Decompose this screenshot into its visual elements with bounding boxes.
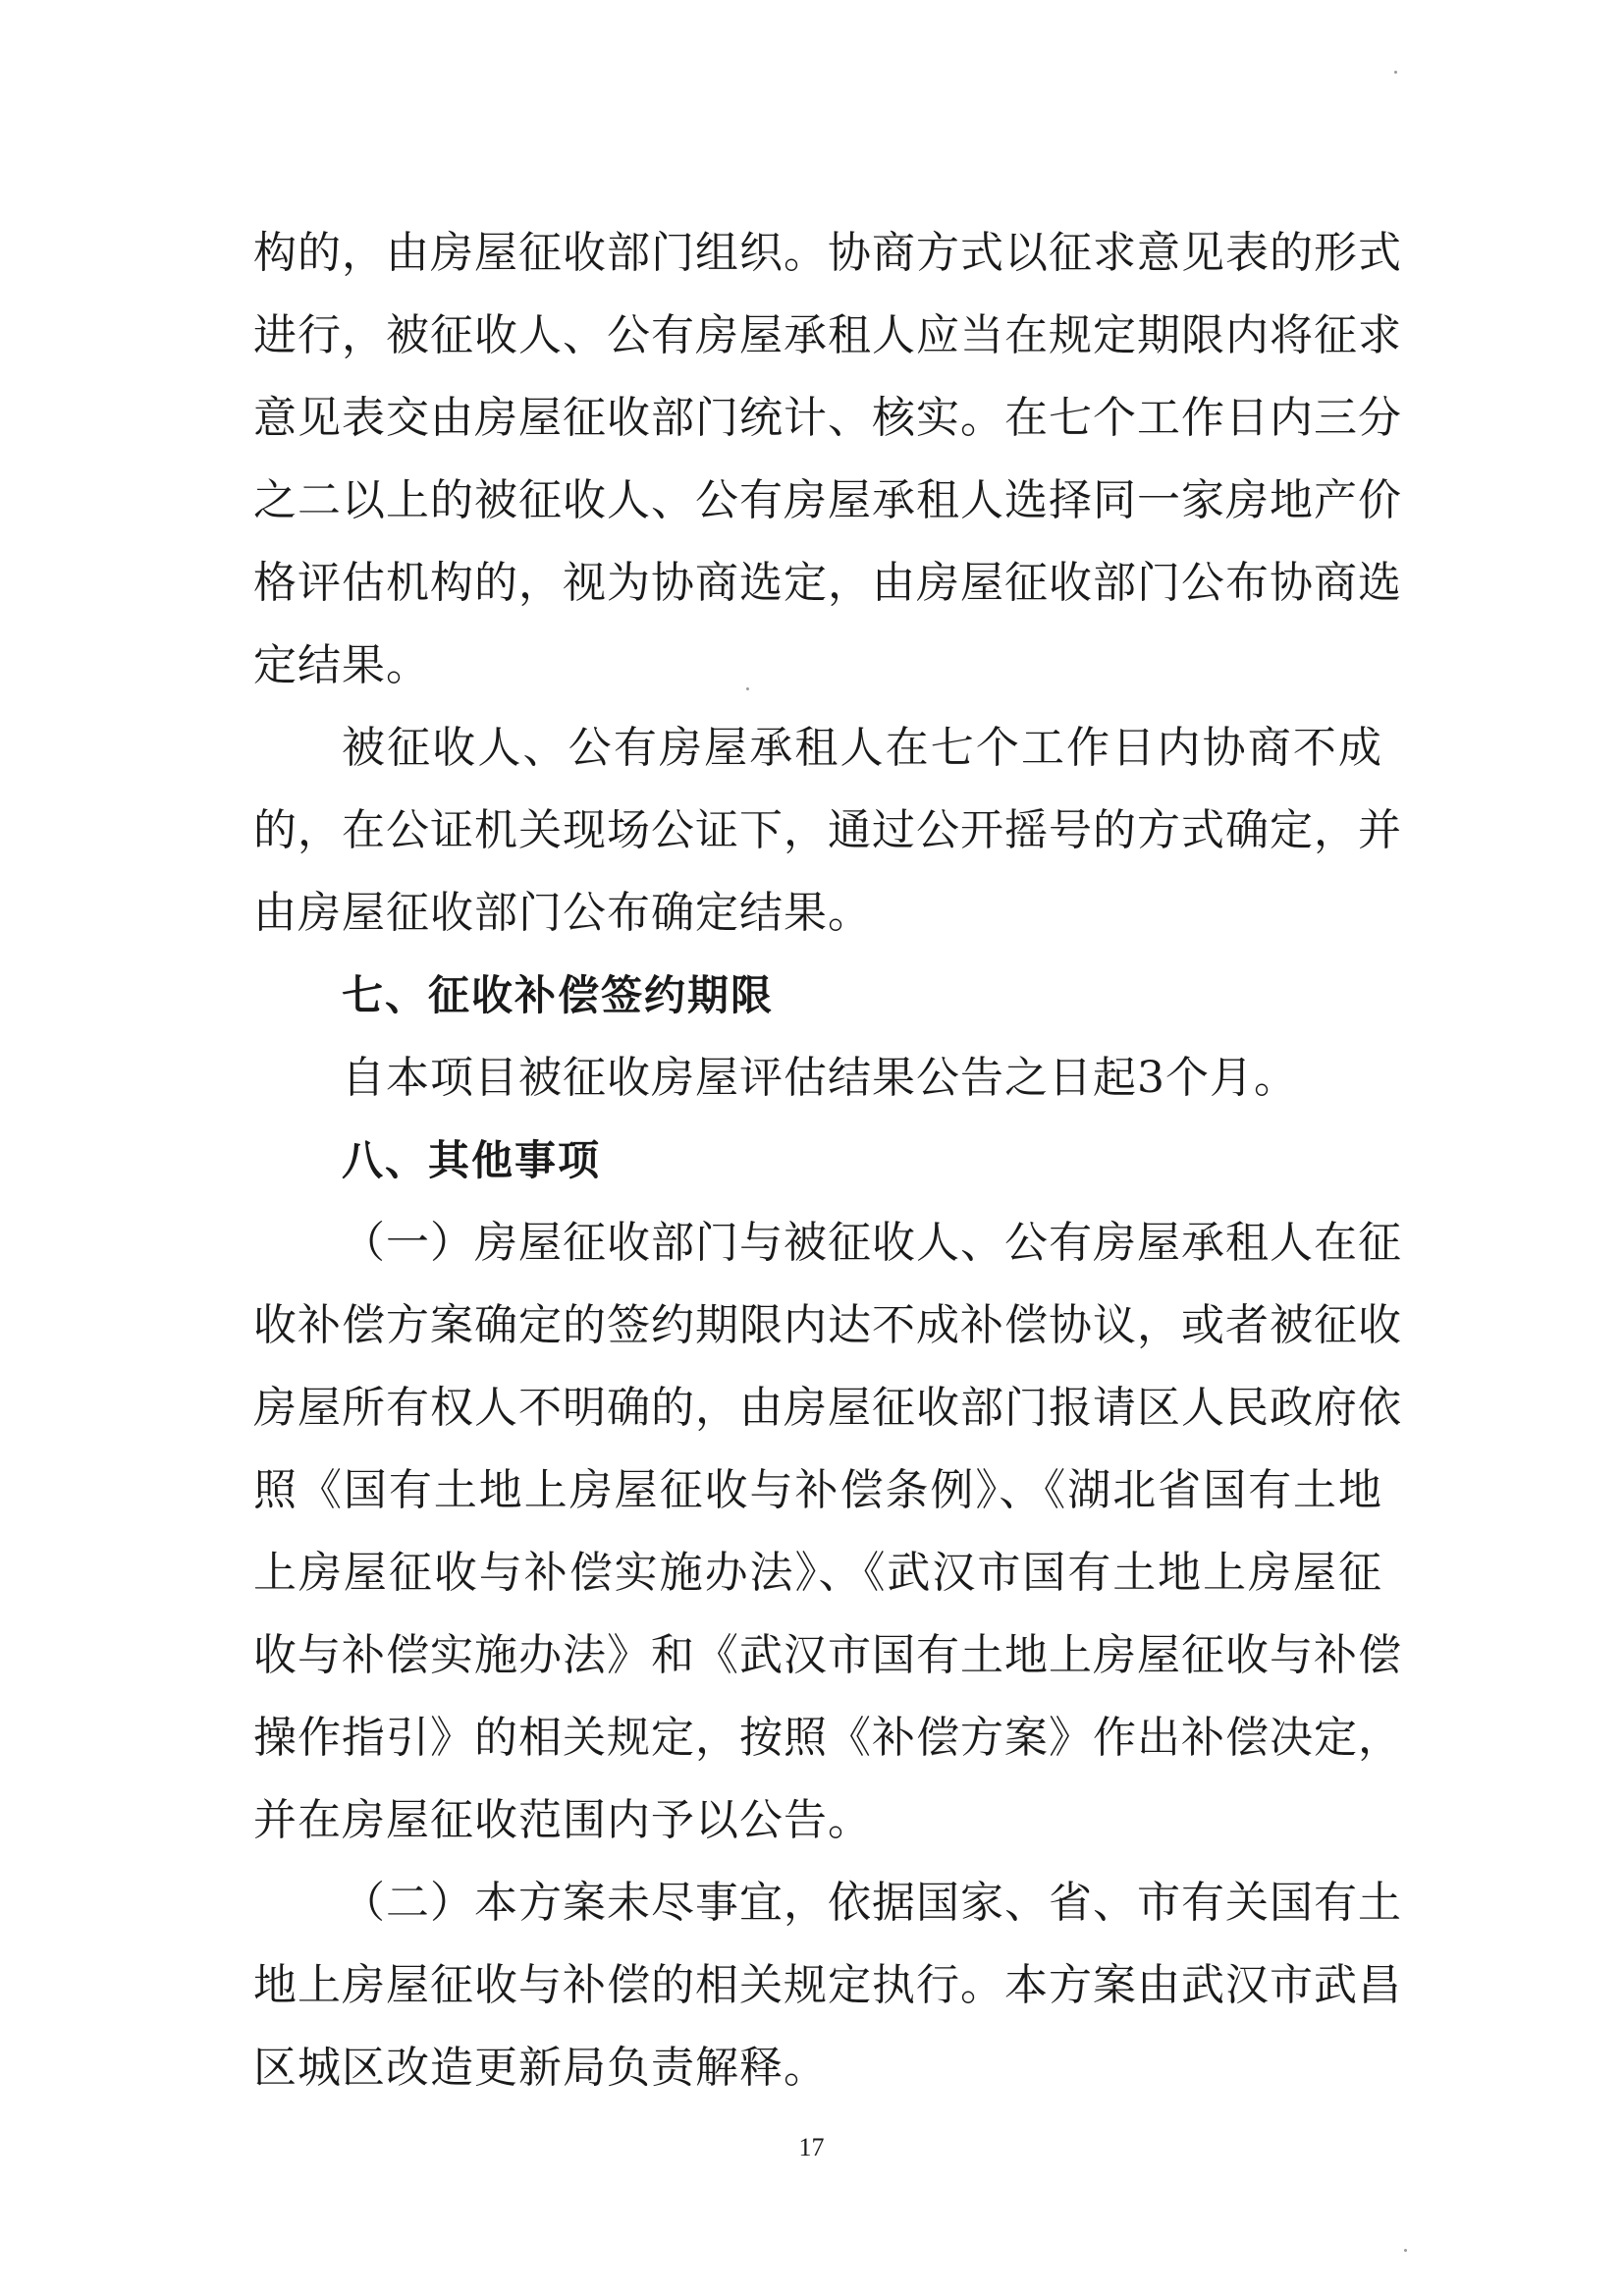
paragraph-line: 之二以上的被征收人、公有房屋承租人选择同一家房地产价: [253, 475, 1402, 525]
paragraph-line: 的，在公证机关现场公证下，通过公开摇号的方式确定，并: [253, 805, 1402, 855]
paragraph-line: 并在房屋征收范围内予以公告。: [253, 1795, 872, 1845]
scan-speck: [1394, 71, 1397, 74]
scan-speck: [746, 687, 749, 690]
section-heading-8: 八、其他事项: [342, 1136, 602, 1184]
paragraph-line: 定结果。: [253, 640, 430, 690]
paragraph-line: 由房屋征收部门公布确定结果。: [253, 888, 872, 938]
paragraph-line: 格评估机构的，视为协商选定，由房屋征收部门公布协商选: [253, 558, 1402, 608]
paragraph-line: 房屋所有权人不明确的，由房屋征收部门报请区人民政府依: [253, 1383, 1402, 1433]
paragraph-line: 收与补偿实施办法》和《武汉市国有土地上房屋征收与补偿: [253, 1630, 1402, 1680]
paragraph-line: 操作指引》的相关规定，按照《补偿方案》作出补偿决定，: [253, 1713, 1402, 1763]
paragraph-line: 照《国有土地上房屋征收与补偿条例》、《湖北省国有土地: [253, 1465, 1382, 1515]
paragraph-line: 区城区改造更新局负责解释。: [253, 2043, 828, 2093]
paragraph-line: 地上房屋征收与补偿的相关规定执行。本方案由武汉市武昌: [253, 1960, 1402, 2010]
page-number: 17: [798, 2133, 825, 2161]
paragraph-line: 收补偿方案确定的签约期限内达不成补偿协议，或者被征收: [253, 1300, 1402, 1350]
paragraph-line: 自本项目被征收房屋评估结果公告之日起3个月。: [342, 1053, 1298, 1103]
paragraph-line: 被征收人、公有房屋承租人在七个工作日内协商不成: [342, 723, 1382, 773]
paragraph-line: 进行，被征收人、公有房屋承租人应当在规定期限内将征求: [253, 310, 1402, 360]
paragraph-line: 上房屋征收与补偿实施办法》、《武汉市国有土地上房屋征: [253, 1548, 1382, 1598]
paragraph-line: 意见表交由房屋征收部门统计、核实。在七个工作日内三分: [253, 393, 1402, 443]
section-heading-7: 七、征收补偿签约期限: [342, 971, 775, 1019]
paragraph-line: （二）本方案未尽事宜，依据国家、省、市有关国有土: [342, 1878, 1402, 1928]
paragraph-line: （一）房屋征收部门与被征收人、公有房屋承租人在征: [342, 1218, 1402, 1268]
paragraph-line: 构的，由房屋征收部门组织。协商方式以征求意见表的形式: [253, 228, 1402, 278]
scan-speck: [1404, 2249, 1407, 2252]
